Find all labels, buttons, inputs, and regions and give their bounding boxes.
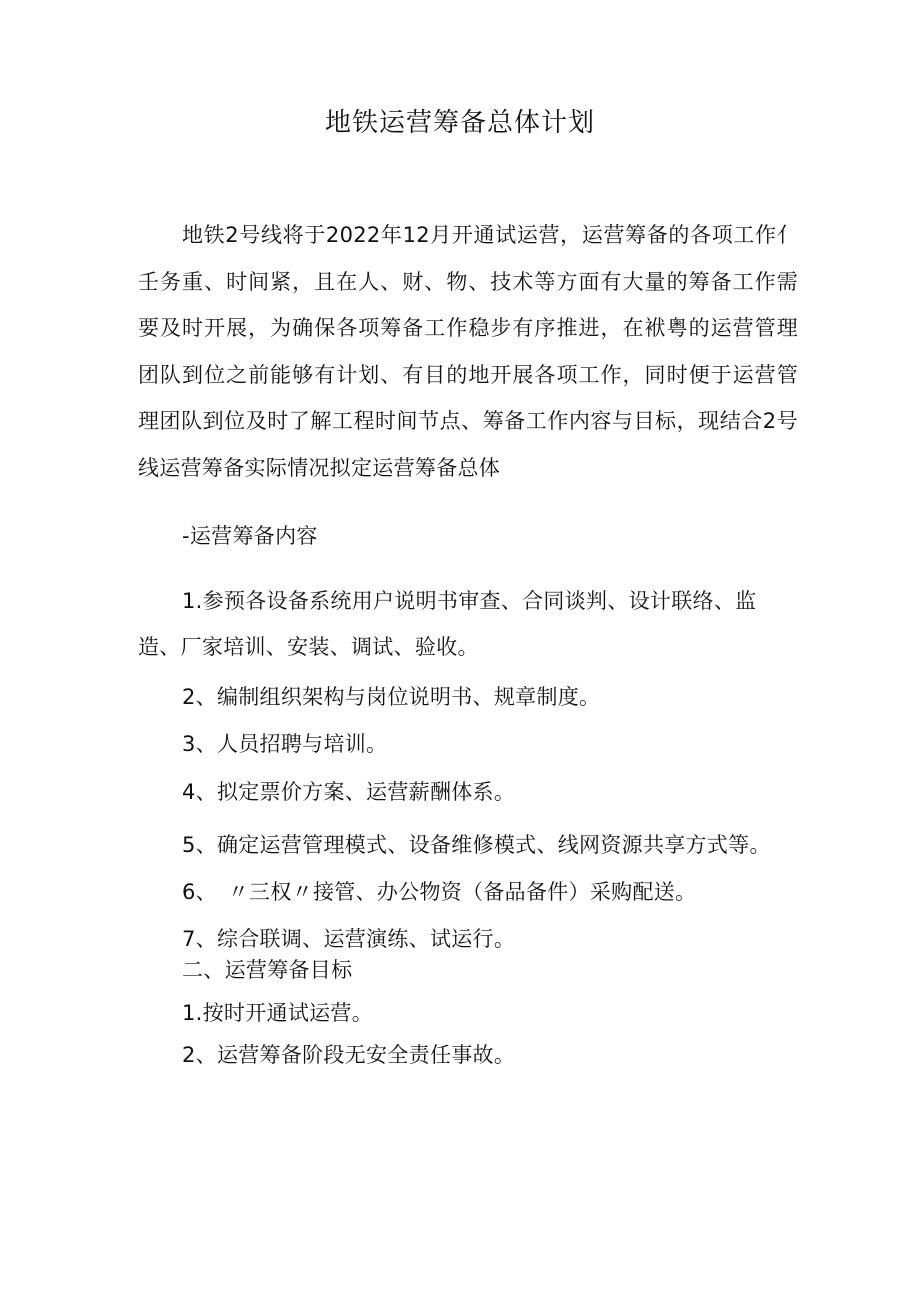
section1-heading: -运营筹备内容 xyxy=(182,524,318,548)
document-title: 地铁运营筹备总体计划 xyxy=(324,108,595,138)
intro-paragraph: 地铁2号线将于2022年12月开通试运营，运营筹备的各项工作亻壬务重、时间紧，且在人、财、物、技术等方面有大量的筹备工作需要及时开展，为确保各项筹备工作稳步有序推进，在袱粤的运营管理团队到位之前能够有计划、有目的地开展各项工作，同时便于运营管理团队到位及时了解工程时间节点、筹备工作内容与目标，现结合2号线运营筹备实际情况拟定运营筹备总体 xyxy=(138,223,798,480)
section1-item-2: 2、编制组织架构与岗位说明书、规章制度。 xyxy=(182,685,601,709)
section1-item-4: 4、拟定票价方案、运营薪酬体系。 xyxy=(182,780,516,804)
section1-item-3: 3、人员招聘与培训。 xyxy=(182,732,388,756)
section1-item-7: 7、综合联调、运营演练、试运行。 xyxy=(182,927,516,951)
section2-item-1: 1.按时开通试运营。 xyxy=(182,1001,374,1025)
section2-item-2: 2、运营筹备阶段无安全责任事故。 xyxy=(182,1043,516,1067)
section1-item-6: 6、 〃三权〃接管、办公物资（备品备件）采购配送。 xyxy=(182,880,697,904)
section1-item-1: 1.参预各设备系统用户说明书审查、合同谈判、设计联络、监造、厂家培训、安装、调试、验收。 xyxy=(138,589,757,659)
section2-heading: 二、运营筹备目标 xyxy=(182,958,353,982)
section1-item-5: 5、确定运营管理模式、设备维修模式、线网资源共享方式等。 xyxy=(182,833,771,857)
